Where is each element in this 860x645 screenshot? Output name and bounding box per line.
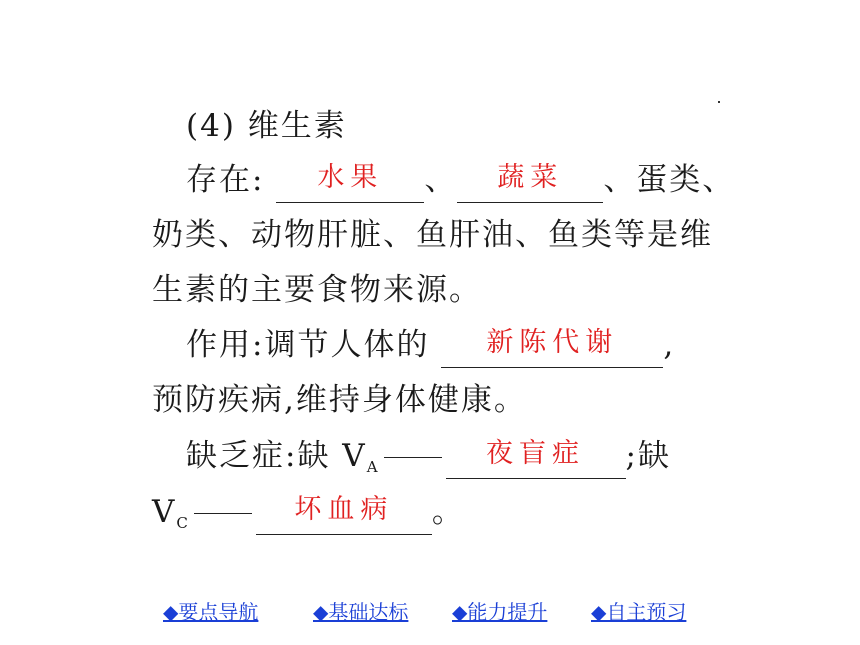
nav-link-basic-standards[interactable]: ◆基础达标: [313, 602, 409, 624]
existence-label: 存在:: [186, 162, 265, 198]
function-blank: [441, 325, 663, 368]
deficiency-blank-a: [446, 436, 626, 479]
existence-line-1: [186, 160, 735, 203]
existence-line-3: [152, 270, 482, 310]
stray-dot: [718, 101, 720, 103]
existence-line-2-text: 奶类、动物肝脏、鱼肝油、鱼类等是维: [152, 217, 713, 253]
vitamin-c-subscript: C: [176, 514, 190, 532]
deficiency-label: 缺乏症:缺 V: [186, 438, 367, 474]
nav-link-ability-improvement[interactable]: ◆能力提升: [452, 602, 548, 624]
dash-c: [194, 513, 252, 514]
function-label: 作用:调节人体的: [186, 327, 430, 363]
existence-line-2: [152, 215, 713, 255]
deficiency-answer-c: 坏血病: [294, 494, 394, 525]
nav-link-self-preview[interactable]: ◆自主预习: [591, 602, 687, 624]
bottom-nav: [0, 596, 860, 624]
deficiency-blank-c: [256, 492, 432, 535]
existence-text-after: 、蛋类、: [603, 162, 736, 198]
vitamin-c-letter: V: [152, 494, 177, 530]
deficiency-middle: ;缺: [625, 438, 671, 474]
vitamin-a-subscript: A: [366, 458, 380, 476]
deficiency-line-1: [186, 436, 671, 487]
section-heading-text: (4) 维生素: [186, 108, 347, 144]
existence-line-3-text: 生素的主要食物来源。: [152, 272, 482, 308]
deficiency-line-2: [152, 492, 465, 543]
function-answer: 新陈代谢: [486, 327, 619, 358]
deficiency-end: 。: [431, 494, 465, 530]
function-line-2: [152, 380, 527, 420]
existence-blank-2: [457, 160, 603, 203]
function-line-1: [186, 325, 675, 368]
function-line-2-text: 预防疾病,维持身体健康。: [152, 382, 527, 418]
existence-blank-1: [276, 160, 424, 203]
section-heading: [186, 106, 347, 146]
dash-a: [384, 457, 442, 458]
existence-answer-1: 水果: [317, 162, 384, 193]
nav-link-key-points[interactable]: ◆要点导航: [163, 602, 259, 624]
deficiency-answer-a: 夜盲症: [486, 438, 586, 469]
existence-answer-2: 蔬菜: [497, 162, 564, 193]
existence-separator: 、: [424, 162, 458, 198]
function-comma: ,: [663, 327, 676, 363]
